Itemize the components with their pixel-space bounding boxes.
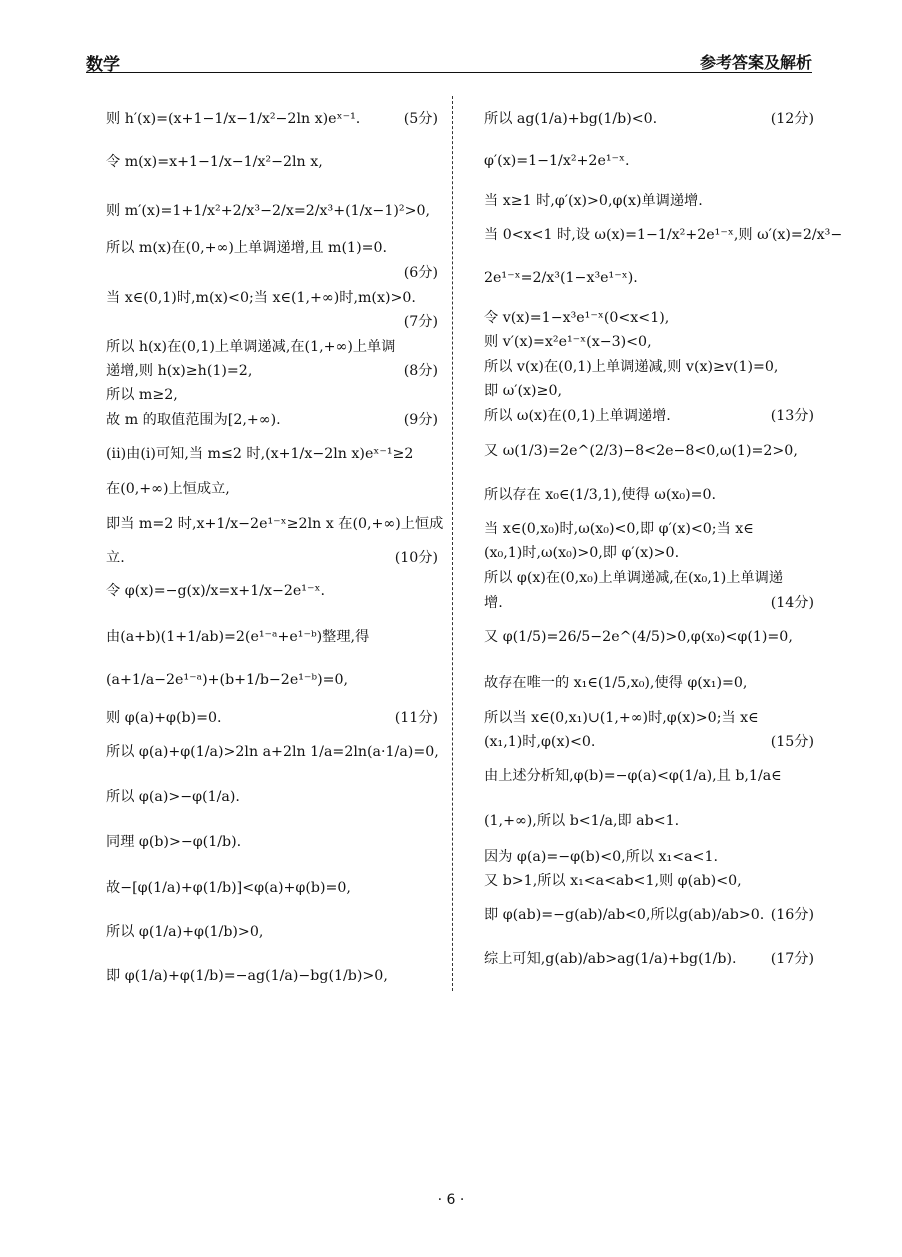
page-number: · 6 ·	[437, 1192, 465, 1208]
column-divider	[452, 96, 453, 991]
header-rule	[86, 72, 812, 73]
score-label: (13分)	[770, 408, 814, 424]
score-label: (17分)	[770, 951, 814, 967]
score-label: (10分)	[394, 550, 438, 566]
score-label: (12分)	[770, 111, 814, 127]
score-label: (9分)	[403, 412, 438, 428]
score-label: (14分)	[770, 595, 814, 611]
score-label: (5分)	[403, 111, 438, 127]
score-label: (7分)	[403, 314, 438, 330]
page-header	[86, 50, 812, 74]
section-title: 参考答案及解析	[699, 53, 812, 72]
score-label: (11分)	[394, 710, 438, 726]
score-label: (6分)	[403, 265, 438, 281]
subject-label: 数学	[86, 55, 120, 75]
score-label: (15分)	[770, 734, 814, 750]
score-label: (16分)	[770, 907, 814, 923]
score-label: (8分)	[403, 363, 438, 379]
